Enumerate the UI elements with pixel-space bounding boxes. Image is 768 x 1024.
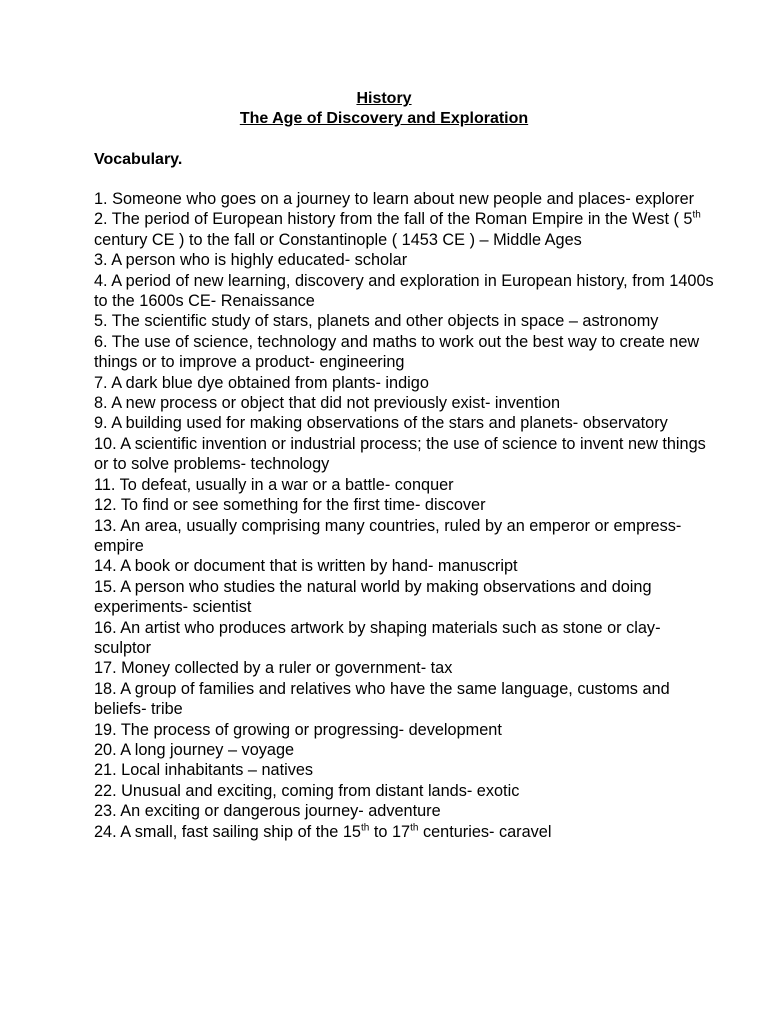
superscript: th	[692, 209, 701, 221]
vocabulary-item: 15. A person who studies the natural world by making observations and doing experiments- scientist	[94, 577, 652, 617]
vocabulary-item: 19. The process of growing or progressing- development	[94, 720, 502, 739]
page-title: History	[356, 90, 412, 107]
vocabulary-item: 8. A new process or object that did not previously exist- invention	[94, 394, 561, 413]
vocabulary-item: 21. Local inhabitants – natives	[94, 761, 314, 780]
superscript: th	[410, 822, 419, 834]
vocabulary-item: 17. Money collected by a ruler or government- tax	[94, 659, 453, 678]
vocabulary-item: 7. A dark blue dye obtained from plants- indigo	[94, 373, 429, 392]
vocabulary-item: 22. Unusual and exciting, coming from distant lands- exotic	[94, 781, 520, 800]
section-heading: Vocabulary.	[94, 151, 183, 168]
vocabulary-item: 11. To defeat, usually in a war or a battle- conquer	[94, 475, 454, 494]
vocabulary-item: 12. To find or see something for the first time- discover	[94, 496, 486, 515]
vocabulary-list	[94, 189, 714, 842]
vocabulary-item: 16. An artist who produces artwork by shaping materials such as stone or clay- sculptor	[94, 618, 661, 657]
vocabulary-item: 24. A small, fast sailing ship of the 15th to 17th centuries- caravel	[94, 822, 552, 841]
vocabulary-item: 14. A book or document that is written by hand- manuscript	[94, 557, 518, 576]
page-subtitle: The Age of Discovery and Exploration	[239, 110, 529, 127]
superscript: th	[361, 822, 370, 834]
vocabulary-item: 6. The use of science, technology and maths to work out the best way to create new things or to improve a product- engineering	[94, 332, 700, 372]
vocabulary-item: 23. An exciting or dangerous journey- adventure	[94, 802, 441, 821]
vocabulary-item: 9. A building used for making observations of the stars and planets- observatory	[94, 414, 668, 433]
vocabulary-item: 20. A long journey – voyage	[94, 740, 295, 759]
vocabulary-item: 1. Someone who goes on a journey to learn about new people and places- explorer	[94, 190, 695, 208]
vocabulary-item: 4. A period of new learning, discovery and exploration in European history, from 1400s to the 1600s CE- Renaissance	[94, 271, 714, 311]
vocabulary-item: 2. The period of European history from the fall of the Roman Empire in the West ( 5th century CE ) to the fall or Constantinople ( 1453 CE ) – Middle Ages	[94, 209, 701, 249]
vocabulary-item: 18. A group of families and relatives who have the same language, customs and beliefs- tribe	[94, 679, 670, 719]
vocabulary-item: 13. An area, usually comprising many countries, ruled by an emperor or empress- empire	[94, 516, 682, 555]
vocabulary-item: 10. A scientific invention or industrial process; the use of science to invent new things or to solve problems- technology	[94, 434, 706, 474]
vocabulary-item: 3. A person who is highly educated- scholar	[94, 251, 408, 270]
vocabulary-item: 5. The scientific study of stars, planets and other objects in space – astronomy	[94, 312, 659, 331]
